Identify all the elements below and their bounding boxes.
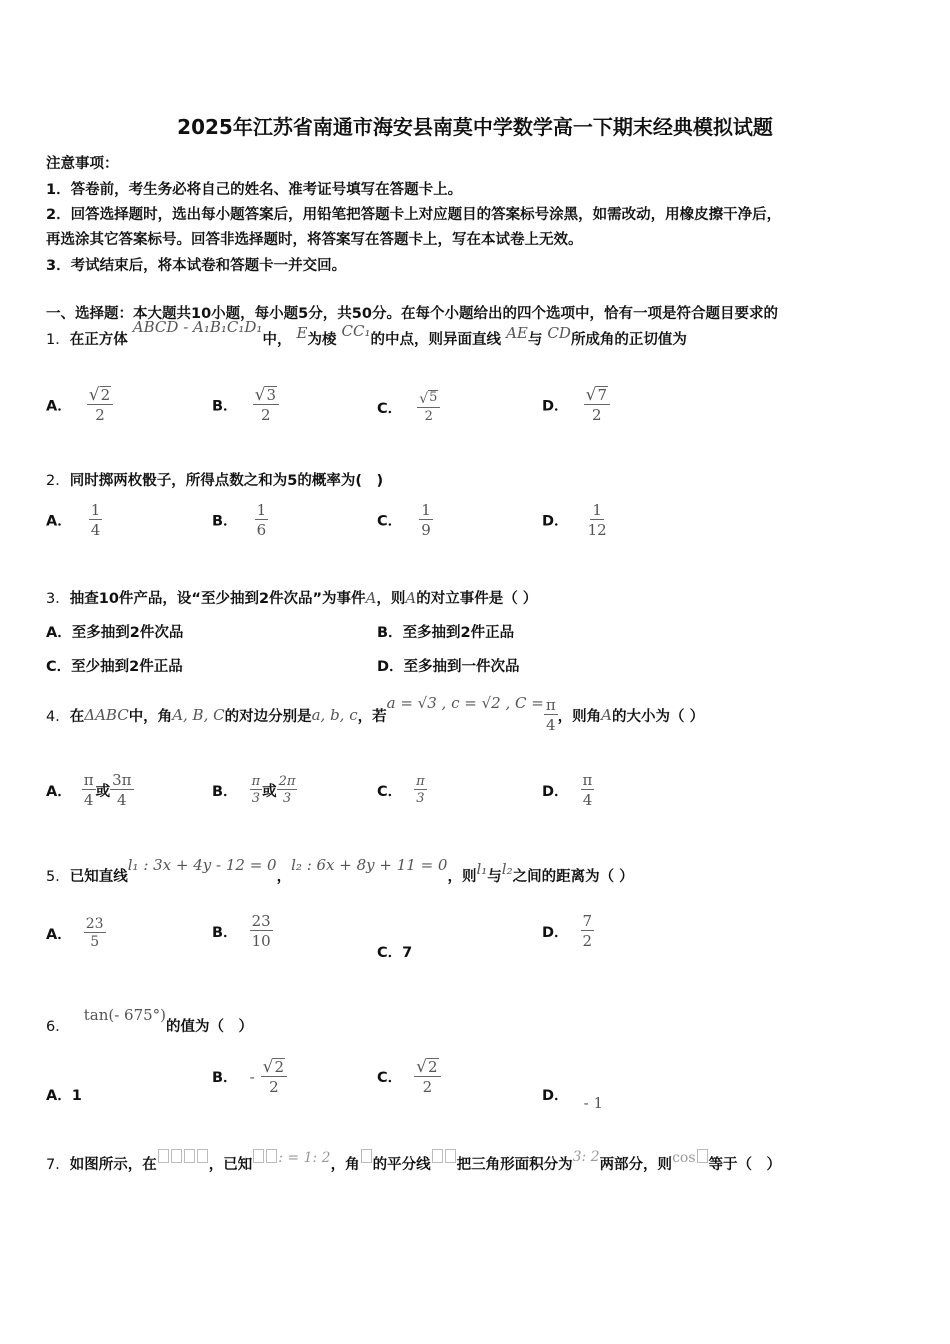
q1-option-c[interactable] — [377, 390, 440, 425]
question-1 — [46, 318, 687, 349]
line-l2-equation: l₂ : 6x + 8y + 11 = 0 — [291, 856, 448, 874]
option-text: 至少抽到2件正品 — [71, 659, 183, 675]
question-number: 5． — [46, 868, 70, 885]
q1-text: 的中点，则异面直线 — [370, 332, 501, 348]
q5-option-a[interactable] — [46, 917, 106, 951]
q7-text: 如图所示，在 — [69, 1156, 157, 1173]
angles-abc: A, B, C — [172, 706, 225, 724]
q5-option-c[interactable] — [377, 941, 412, 962]
option-label: A． — [46, 1088, 72, 1104]
fraction: √ 2 2 — [414, 1058, 440, 1096]
fraction: √ 7 2 — [584, 386, 610, 424]
option-label: D． — [542, 398, 569, 415]
q3-text: ，则 — [376, 591, 406, 607]
option-text: - 1 — [583, 1094, 603, 1112]
question-3 — [46, 587, 537, 608]
q6-text: 的值为（ ） — [166, 1019, 254, 1035]
fraction: $\frac{23}{5}$ — [85, 916, 104, 951]
option-label: B． — [212, 513, 238, 530]
q5-text: 与 — [487, 868, 502, 885]
fraction: $\frac{\pi}{4}$ — [582, 771, 593, 809]
option-label: B． — [212, 784, 238, 801]
q7-text: 的平分线 — [372, 1156, 431, 1173]
q4-text: 的对边分别是 — [224, 708, 312, 725]
q1-text: 与 — [527, 332, 543, 348]
notice-heading: 注意事项： — [46, 156, 119, 172]
q4-option-d[interactable] — [542, 772, 594, 808]
line-l1: l₁ — [476, 860, 488, 878]
q2-option-c[interactable] — [377, 502, 433, 538]
q3-text: 抽查10件产品，设“至少抽到2件次品”为事件 — [69, 591, 366, 607]
q2-option-b[interactable] — [212, 502, 268, 538]
q6-option-b[interactable] — [212, 1058, 287, 1096]
option-label: A． — [46, 927, 72, 944]
q6-option-d[interactable] — [542, 1084, 603, 1112]
question-7 — [46, 1148, 781, 1178]
q1-text: 在正方体 — [69, 332, 128, 348]
option-label: A． — [46, 783, 72, 800]
question-number: 2． — [46, 473, 70, 489]
question-number: 1． — [46, 332, 70, 348]
option-label: A． — [46, 513, 72, 530]
q7-text: 把三角形面积分为 — [456, 1156, 573, 1173]
page-title: 2025年江苏省南通市海安县南莫中学数学高一下期末经典模拟试题 — [177, 115, 773, 139]
q1-text: 为棱 — [307, 332, 337, 348]
q4-text: 在 — [69, 708, 85, 725]
question-number: 4． — [46, 708, 70, 725]
q7-text: ，已知 — [208, 1156, 253, 1173]
question-number: 7． — [46, 1156, 70, 1173]
point-e: E — [296, 324, 308, 342]
q6-option-a[interactable] — [46, 1084, 82, 1105]
question-2 — [46, 469, 383, 490]
event-a: A — [405, 589, 417, 607]
option-label: B． — [212, 398, 238, 415]
fraction: √ 2 2 — [261, 1058, 287, 1096]
fraction: $\frac{\pi}{4}$ — [83, 771, 94, 809]
option-label: A． — [46, 398, 72, 415]
q3-option-b[interactable] — [377, 621, 514, 642]
condition-sides: a = √3 , c = √2 , C = — [386, 694, 544, 712]
tan-expression: tan(- 675°) — [83, 1006, 167, 1024]
line-ae: AE — [506, 324, 528, 342]
edge-cc1: CC₁ — [341, 322, 371, 340]
option-label: C． — [377, 1070, 403, 1087]
option-label: D． — [542, 924, 569, 941]
fraction: $\frac{1}{9}$ — [421, 501, 431, 539]
fraction: √ 2 2 — [87, 386, 113, 424]
notice-item-2: 2．回答选择题时，选出每小题答案后，用铅笔把答题卡上对应题目的答案标号涂黑，如需改动，用橡皮擦干净后， — [46, 207, 782, 223]
fraction: √ 5 2 — [417, 390, 440, 425]
fraction: $\frac{1}{4}$ — [90, 501, 101, 539]
triangle-abc: ΔABC — [84, 706, 129, 724]
option-label: A． — [46, 625, 72, 641]
q1-option-b[interactable] — [212, 386, 279, 424]
fraction: √ 3 2 — [253, 386, 279, 424]
q4-option-c[interactable] — [377, 775, 427, 807]
notice-item-2-cont: 再选涂其它答案标号。回答非选择题时，将答案写在答题卡上，写在本试卷上无效。 — [46, 232, 583, 248]
q4-option-a[interactable] — [46, 772, 134, 808]
q3-text: 的对立事件是（ ） — [416, 591, 538, 607]
q1-option-d[interactable] — [542, 386, 610, 424]
q5-option-b[interactable] — [212, 913, 273, 949]
option-label: D． — [377, 659, 404, 675]
q2-text: 同时掷两枚骰子，所得点数之和为5的概率为( ) — [69, 473, 384, 489]
question-6 — [46, 1000, 253, 1036]
fraction: $\frac{1}{12}$ — [587, 501, 607, 539]
q5-text: ， — [276, 868, 292, 885]
notice-item-1: 1．答卷前，考生务必将自己的姓名、准考证号填写在答题卡上。 — [46, 182, 463, 198]
fraction: $\frac{\pi}{4}$ — [545, 696, 556, 734]
q1-text: 所成角的正切值为 — [570, 332, 687, 348]
option-text: 1 — [71, 1088, 82, 1104]
missing-glyph-group — [431, 1149, 457, 1166]
q5-text: 之间的距离为（ ） — [512, 868, 634, 885]
sides-abc: a, b, c — [311, 706, 358, 724]
q4-text: ，则角 — [557, 708, 602, 725]
event-a: A — [365, 589, 377, 607]
cos-expression: cos — [672, 1149, 708, 1166]
option-label: C． — [46, 659, 72, 675]
q4-text: 中，角 — [128, 708, 173, 725]
option-label: C． — [377, 945, 403, 961]
q4-text: ，若 — [357, 708, 387, 725]
fraction: $\frac{23}{10}$ — [251, 912, 271, 950]
area-ratio: 3: 2 — [572, 1149, 600, 1165]
fraction: $\frac{3\pi}{4}$ — [112, 771, 132, 809]
minus-sign: - — [249, 1067, 255, 1086]
q4-option-b[interactable] — [212, 775, 297, 807]
q1-text: 中， — [262, 332, 292, 348]
q7-text: ，角 — [330, 1156, 360, 1173]
fraction: $\frac{2\pi}{3}$ — [278, 774, 296, 807]
q3-option-c[interactable] — [46, 655, 183, 676]
option-label: C． — [377, 400, 403, 417]
q2-option-a[interactable] — [46, 502, 102, 538]
q2-option-d[interactable] — [542, 502, 609, 538]
question-4 — [46, 690, 704, 740]
option-text: 至多抽到2件次品 — [71, 625, 184, 641]
fraction: $\frac{1}{6}$ — [256, 501, 267, 539]
section-heading: 一、选择题：本大题共10小题，每小题5分，共50分。在每个小题给出的四个选项中，恰有一项是符合题目要求的 — [46, 306, 778, 322]
option-label: D． — [542, 513, 569, 530]
fraction: $\frac{7}{2}$ — [582, 912, 593, 950]
notice-item-3: 3．考试结束后，将本试卷和答题卡一并交回。 — [46, 258, 347, 274]
fraction: $\frac{\pi}{3}$ — [416, 774, 425, 807]
option-label: B． — [212, 1070, 238, 1087]
q5-text: 已知直线 — [69, 868, 128, 885]
ratio-expression: : = 1: 2 — [252, 1149, 330, 1166]
option-label: D． — [542, 783, 569, 800]
or-text: 或 — [262, 784, 277, 801]
option-label: D． — [542, 1088, 569, 1104]
q1-option-a[interactable] — [46, 386, 113, 424]
fraction: $\frac{\pi}{3}$ — [251, 774, 261, 807]
q5-option-d[interactable] — [542, 913, 594, 949]
missing-glyph-group — [157, 1149, 209, 1166]
line-cd: CD — [547, 324, 571, 342]
option-text: 至多抽到一件次品 — [403, 659, 520, 675]
option-label: C． — [377, 513, 403, 530]
angle-a: A — [601, 706, 613, 724]
question-5 — [46, 855, 634, 895]
option-text: 至多抽到2件正品 — [402, 625, 515, 641]
q4-text: 的大小为（ ） — [612, 708, 705, 725]
q7-text: 两部分，则 — [599, 1156, 673, 1173]
option-label: B． — [377, 625, 403, 641]
option-label: B． — [212, 924, 238, 941]
line-l2: l₂ — [501, 860, 513, 878]
q6-option-c[interactable] — [377, 1058, 441, 1096]
or-text: 或 — [95, 783, 111, 800]
missing-glyph — [360, 1149, 373, 1166]
q5-text: ，则 — [447, 868, 477, 885]
question-number: 6． — [46, 1019, 70, 1035]
q3-option-d[interactable] — [377, 655, 520, 676]
option-label: C． — [377, 784, 403, 801]
question-number: 3． — [46, 591, 70, 607]
line-l1-equation: l₁ : 3x + 4y - 12 = 0 — [127, 856, 277, 874]
q7-text: 等于（ ） — [708, 1156, 782, 1173]
q3-option-a[interactable] — [46, 621, 183, 642]
option-text: 7 — [402, 945, 413, 961]
cube-expr: ABCD - A₁B₁C₁D₁ — [132, 318, 263, 336]
